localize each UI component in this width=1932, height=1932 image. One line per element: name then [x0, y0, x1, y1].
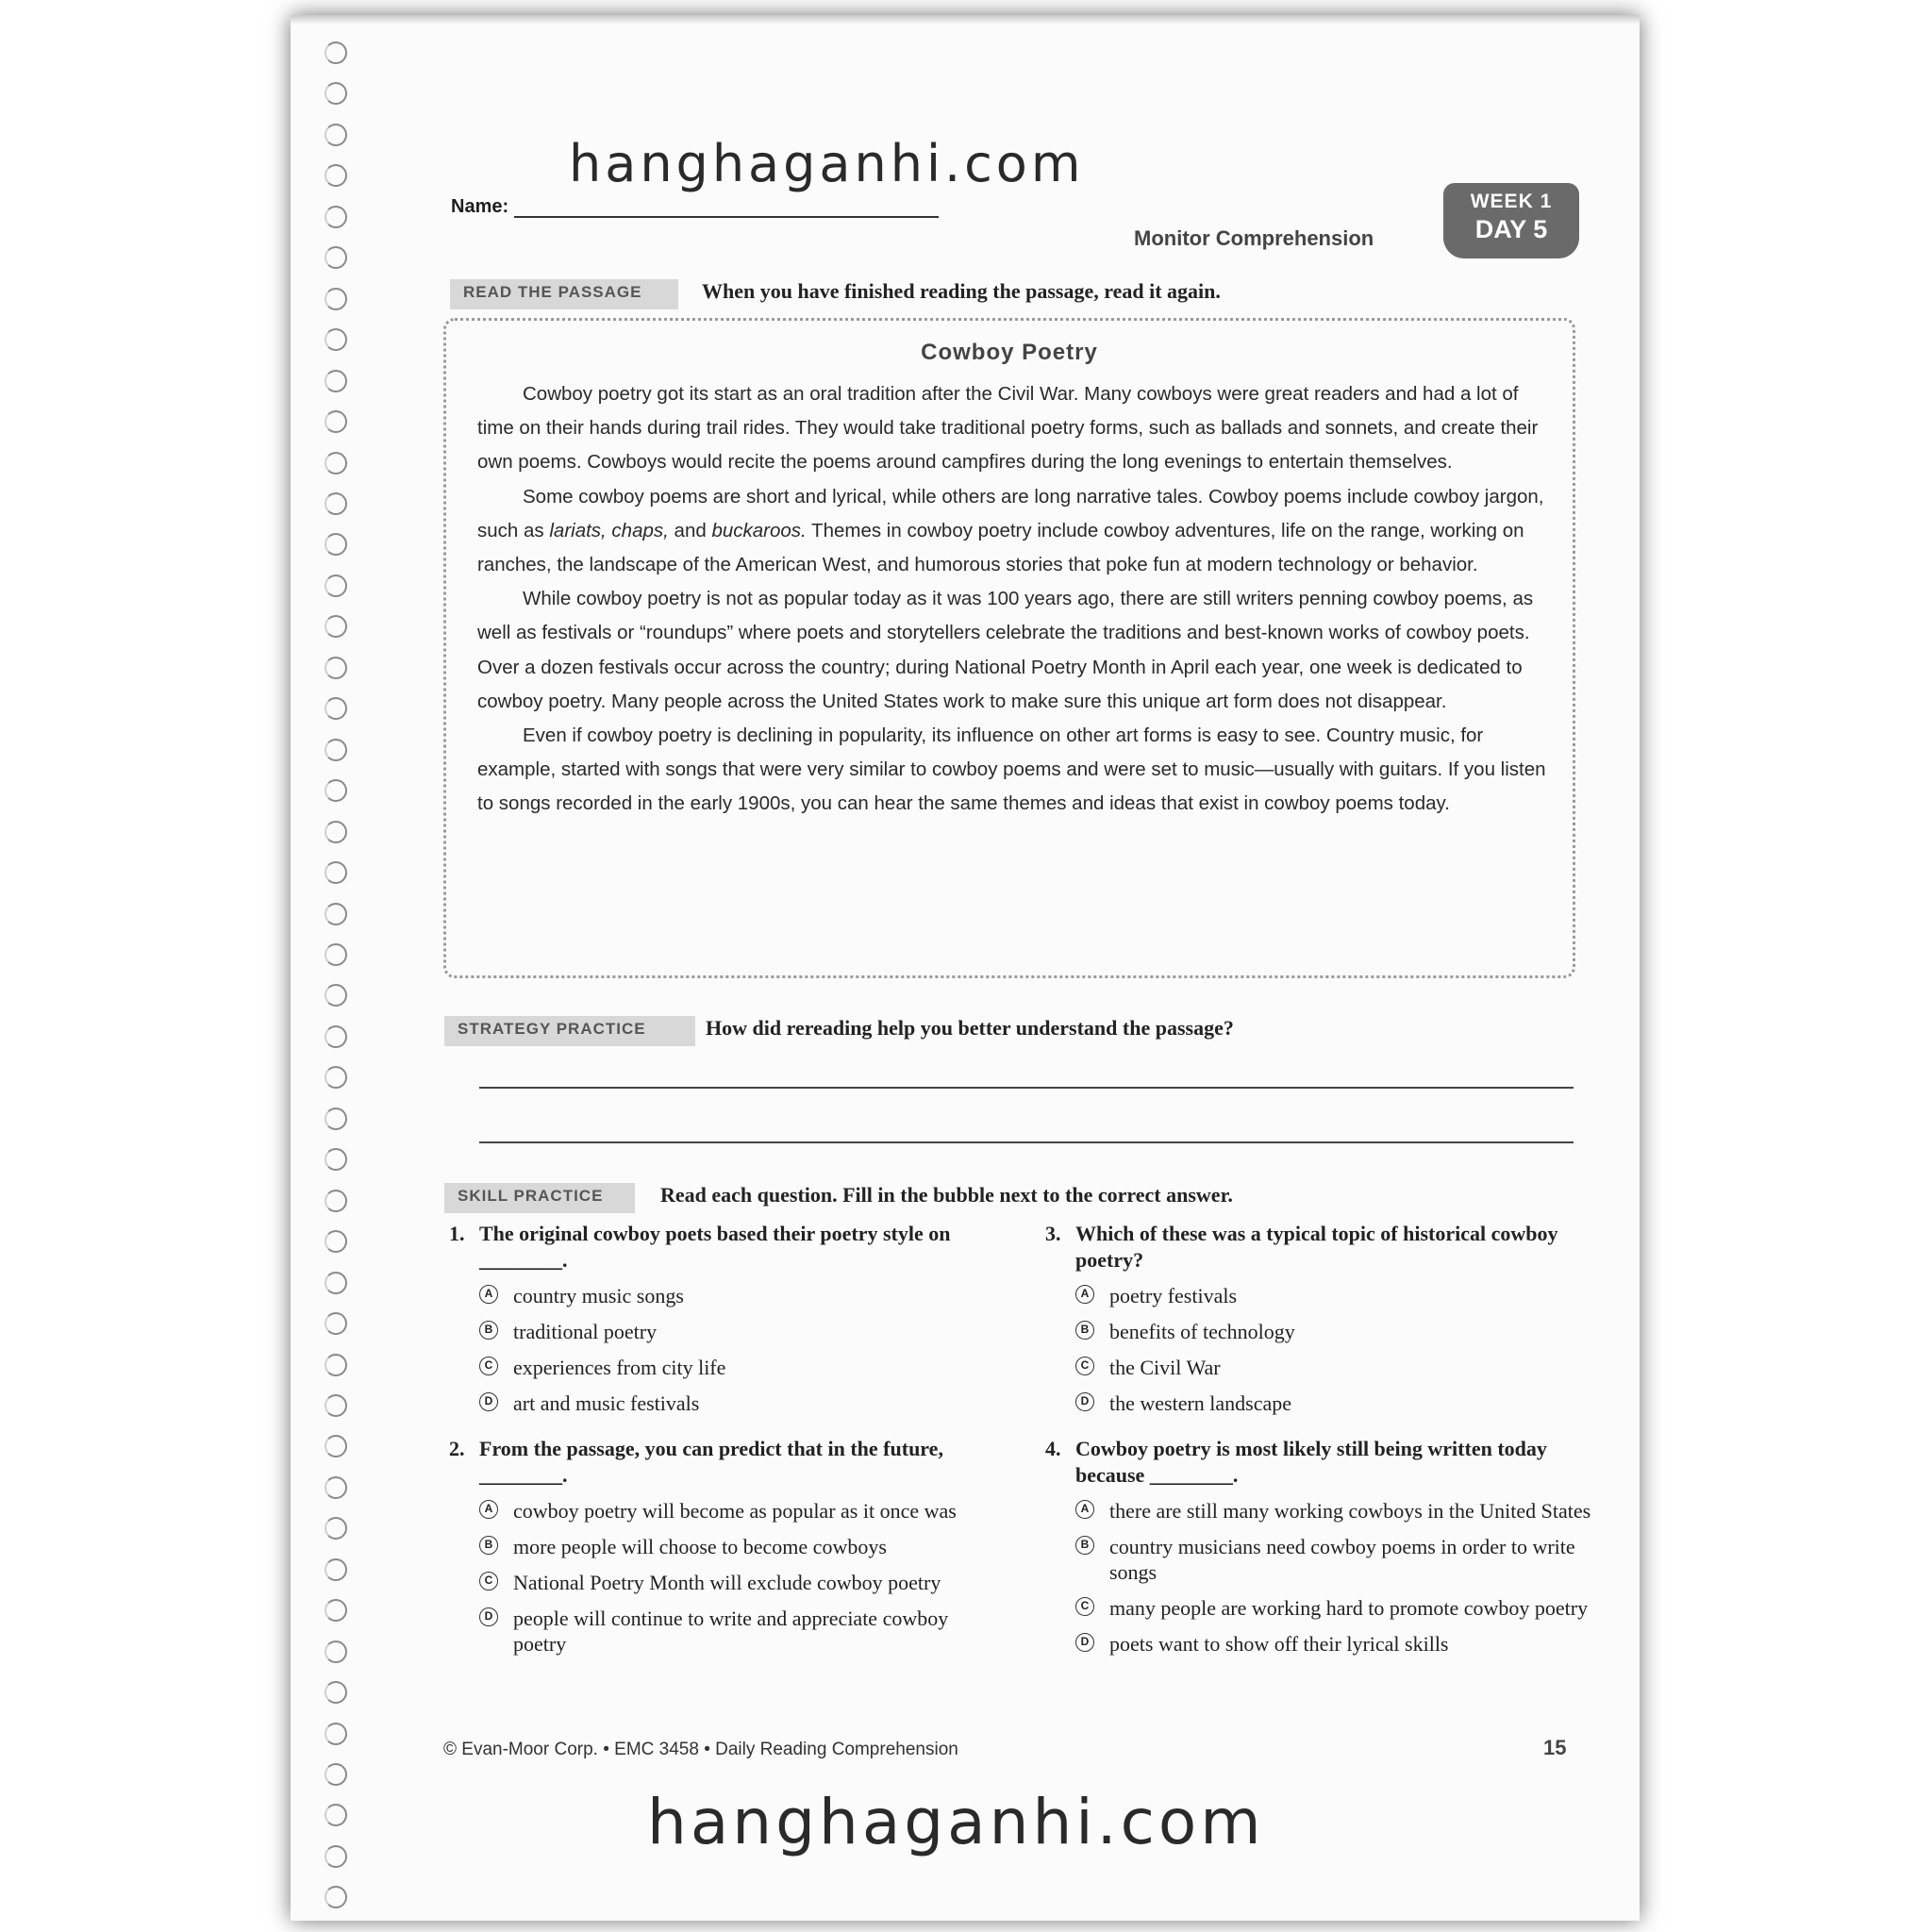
week-label: WEEK 1 — [1470, 191, 1553, 212]
answer-text: country music songs — [513, 1284, 684, 1307]
answer-option[interactable] — [1075, 1534, 1592, 1585]
strategy-practice-tag: STRATEGY PRACTICE — [444, 1016, 695, 1046]
binding-ring — [325, 124, 347, 146]
binding-ring — [325, 533, 347, 556]
binding-ring — [325, 1681, 347, 1704]
binding-ring — [325, 452, 347, 475]
watermark-top: hanghaganhi.com — [569, 134, 1085, 193]
passage-body — [477, 377, 1551, 822]
binding-ring — [325, 1190, 347, 1212]
answer-options — [1045, 1283, 1592, 1416]
skill-practice-tag: SKILL PRACTICE — [444, 1183, 635, 1213]
answer-option[interactable] — [479, 1570, 996, 1595]
answer-text: cowboy poetry will become as popular as it once was — [513, 1499, 957, 1523]
binding-ring — [325, 657, 347, 679]
question-4 — [1045, 1436, 1592, 1667]
answer-text: poets want to show off their lyrical skills — [1109, 1632, 1449, 1656]
binding-ring — [325, 1025, 347, 1048]
passage-paragraph: While cowboy poetry is not as popular today as it was 100 years ago, there are still writers penning cowboy poems, as well as festivals or “roundups” where poets and storytellers celebrate the traditions and best-known works of cowboy poets. Over a dozen festivals occur across the country; during National Poetry Month in April each year, one week is dedicated to cowboy poetry. Many people across the United States work to make sure this unique art form does not disappear. — [477, 588, 1534, 712]
answer-options — [449, 1498, 996, 1657]
answer-option[interactable] — [1075, 1283, 1592, 1308]
answer-text: benefits of technology — [1109, 1320, 1295, 1343]
answer-bubble[interactable]: C — [1075, 1597, 1094, 1616]
answer-options — [449, 1283, 996, 1416]
answer-bubble[interactable]: C — [1075, 1357, 1094, 1375]
jargon-example: lariats, chaps, — [549, 519, 669, 541]
passage-title: Cowboy Poetry — [921, 340, 1098, 365]
question-stem — [449, 1221, 996, 1274]
answer-bubble[interactable]: C — [479, 1572, 498, 1591]
answer-option[interactable] — [479, 1606, 996, 1657]
binding-ring — [325, 821, 347, 843]
question-stem — [1045, 1436, 1592, 1489]
skill-title: Monitor Comprehension — [1134, 226, 1374, 250]
binding-ring — [325, 1886, 347, 1908]
answer-text: art and music festivals — [513, 1391, 700, 1415]
binding-ring — [325, 164, 347, 187]
answer-option[interactable] — [1075, 1631, 1592, 1657]
answer-bubble[interactable]: D — [479, 1607, 498, 1626]
binding-ring — [325, 1517, 347, 1540]
binding-ring — [325, 288, 347, 310]
question-text: Which of these was a typical topic of historical cowboy poetry? — [1075, 1222, 1558, 1272]
binding-ring — [325, 82, 347, 105]
binding-ring — [325, 1641, 347, 1663]
binding-ring — [325, 1354, 347, 1376]
binding-ring — [325, 1394, 347, 1417]
binding-ring — [325, 1108, 347, 1130]
answer-option[interactable] — [479, 1355, 996, 1380]
answer-text: people will continue to write and appreciate cowboy poetry — [513, 1607, 949, 1656]
binding-ring — [325, 575, 347, 597]
answer-bubble[interactable]: A — [479, 1500, 498, 1519]
binding-ring — [325, 1599, 347, 1622]
answer-option[interactable] — [479, 1534, 996, 1559]
answer-bubble[interactable]: D — [1075, 1633, 1094, 1652]
question-number: 3. — [1045, 1222, 1061, 1245]
skill-practice-instruction: Read each question. Fill in the bubble next to the correct answer. — [660, 1183, 1233, 1207]
binding-ring — [325, 410, 347, 433]
answer-bubble[interactable]: D — [1075, 1392, 1094, 1411]
binding-ring — [325, 1558, 347, 1581]
question-text: From the passage, you can predict that in the future, ________. — [479, 1437, 943, 1487]
answer-text: there are still many working cowboys in the United States — [1109, 1499, 1591, 1523]
answer-bubble[interactable]: B — [1075, 1321, 1094, 1340]
page-top-edge — [291, 15, 1640, 25]
binding-ring — [325, 492, 347, 515]
answer-bubble[interactable]: B — [479, 1536, 498, 1555]
watermark-bottom: hanghaganhi.com — [647, 1786, 1265, 1858]
answer-bubble[interactable]: A — [1075, 1285, 1094, 1304]
answer-text: poetry festivals — [1109, 1284, 1238, 1307]
answer-bubble[interactable]: B — [479, 1321, 498, 1340]
question-number: 4. — [1045, 1437, 1061, 1460]
answer-text: the western landscape — [1109, 1391, 1292, 1415]
passage-paragraph: Even if cowboy poetry is declining in popularity, its influence on other art forms is easy to see. Country music, for example, started with songs that were very similar to cowboy poems and were set to music—usually with guitars. If you listen to songs recorded in the early 1900s, you can hear the same themes and ideas that exist in cowboy poems today. — [477, 724, 1546, 815]
answer-option[interactable] — [479, 1391, 996, 1416]
name-field — [451, 196, 939, 218]
week-day-badge — [1443, 183, 1579, 258]
read-passage-instruction: When you have finished reading the passage, read it again. — [702, 279, 1221, 303]
answer-option[interactable] — [1075, 1319, 1592, 1344]
binding-ring — [325, 1845, 347, 1868]
binding-ring — [325, 779, 347, 802]
answer-bubble[interactable]: B — [1075, 1536, 1094, 1555]
jargon-example: buckaroos. — [711, 519, 807, 541]
answer-option[interactable] — [1075, 1595, 1592, 1621]
question-stem — [1045, 1221, 1592, 1274]
answer-text: the Civil War — [1109, 1356, 1221, 1379]
question-text: Cowboy poetry is most likely still being written today because ________. — [1075, 1437, 1547, 1487]
name-blank-line[interactable] — [514, 201, 939, 218]
binding-ring — [325, 903, 347, 925]
binding-ring — [325, 1148, 347, 1171]
binding-ring — [325, 615, 347, 638]
answer-option[interactable] — [1075, 1498, 1592, 1524]
question-text: The original cowboy poets based their poetry style on ________. — [479, 1222, 951, 1272]
answer-option[interactable] — [479, 1283, 996, 1308]
answer-option[interactable] — [1075, 1391, 1592, 1416]
strategy-practice-question: How did rereading help you better understand the passage? — [706, 1016, 1234, 1040]
binding-ring — [325, 943, 347, 966]
question-2 — [449, 1436, 996, 1667]
answer-option[interactable] — [479, 1319, 996, 1344]
binding-ring — [325, 1804, 347, 1826]
name-label: Name: — [451, 196, 509, 217]
question-number: 1. — [449, 1222, 465, 1245]
passage-paragraph: Some cowboy poems are short and lyrical, while others are long narrative tales. Cowboy poems include cowboy jargon, such as lariats, chaps, and buckaroos. Themes in cowboy poetry include cowboy adventures, life on the range, working on ranches, the landscape of the American West, and humorous stories that poke fun at modern technology or behavior. — [477, 485, 1544, 576]
answer-text: National Poetry Month will exclude cowboy poetry — [513, 1571, 941, 1594]
day-label: DAY 5 — [1474, 215, 1548, 243]
answer-bubble[interactable]: A — [479, 1285, 498, 1304]
answer-line[interactable] — [479, 1087, 1574, 1089]
page-number: 15 — [1543, 1736, 1567, 1759]
answer-options — [1045, 1498, 1592, 1657]
answer-bubble[interactable]: C — [479, 1357, 498, 1375]
passage-paragraph: Cowboy poetry got its start as an oral tradition after the Civil War. Many cowboys were great readers and had a lot of time on their hands during trail rides. They would take traditional poetry forms, such as ballads and sonnets, and create their own poems. Cowboys would recite the poems around campfires during the long evenings to entertain themselves. — [477, 383, 1539, 474]
answer-text: more people will choose to become cowboys — [513, 1535, 887, 1558]
binding-ring — [325, 1272, 347, 1294]
answer-bubble[interactable]: D — [479, 1392, 498, 1411]
footer-copyright: © Evan-Moor Corp. • EMC 3458 • Daily Reading Comprehension — [443, 1740, 958, 1759]
answer-bubble[interactable]: A — [1075, 1500, 1094, 1519]
binding-ring — [325, 1476, 347, 1499]
read-passage-tag: READ THE PASSAGE — [450, 279, 678, 309]
binding-ring — [325, 1763, 347, 1786]
binding-ring — [325, 370, 347, 392]
question-1 — [449, 1221, 996, 1426]
binding-ring — [325, 328, 347, 351]
binding-ring — [325, 697, 347, 720]
question-stem — [449, 1436, 996, 1489]
question-3 — [1045, 1221, 1592, 1426]
spiral-binding — [325, 42, 353, 1909]
answer-text: many people are working hard to promote cowboy poetry — [1109, 1596, 1589, 1620]
answer-option[interactable] — [1075, 1355, 1592, 1380]
answer-text: experiences from city life — [513, 1356, 726, 1379]
question-number: 2. — [449, 1437, 465, 1460]
binding-ring — [325, 1230, 347, 1253]
binding-ring — [325, 861, 347, 884]
binding-ring — [325, 1435, 347, 1457]
binding-ring — [325, 1723, 347, 1745]
binding-ring — [325, 984, 347, 1007]
answer-text: country musicians need cowboy poems in order to write songs — [1109, 1535, 1575, 1584]
binding-ring — [325, 42, 347, 64]
answer-text: traditional poetry — [513, 1320, 658, 1343]
binding-ring — [325, 1066, 347, 1089]
binding-ring — [325, 1312, 347, 1335]
binding-ring — [325, 739, 347, 761]
answer-line[interactable] — [479, 1141, 1574, 1143]
binding-ring — [325, 246, 347, 269]
binding-ring — [325, 206, 347, 228]
answer-option[interactable] — [479, 1498, 996, 1524]
